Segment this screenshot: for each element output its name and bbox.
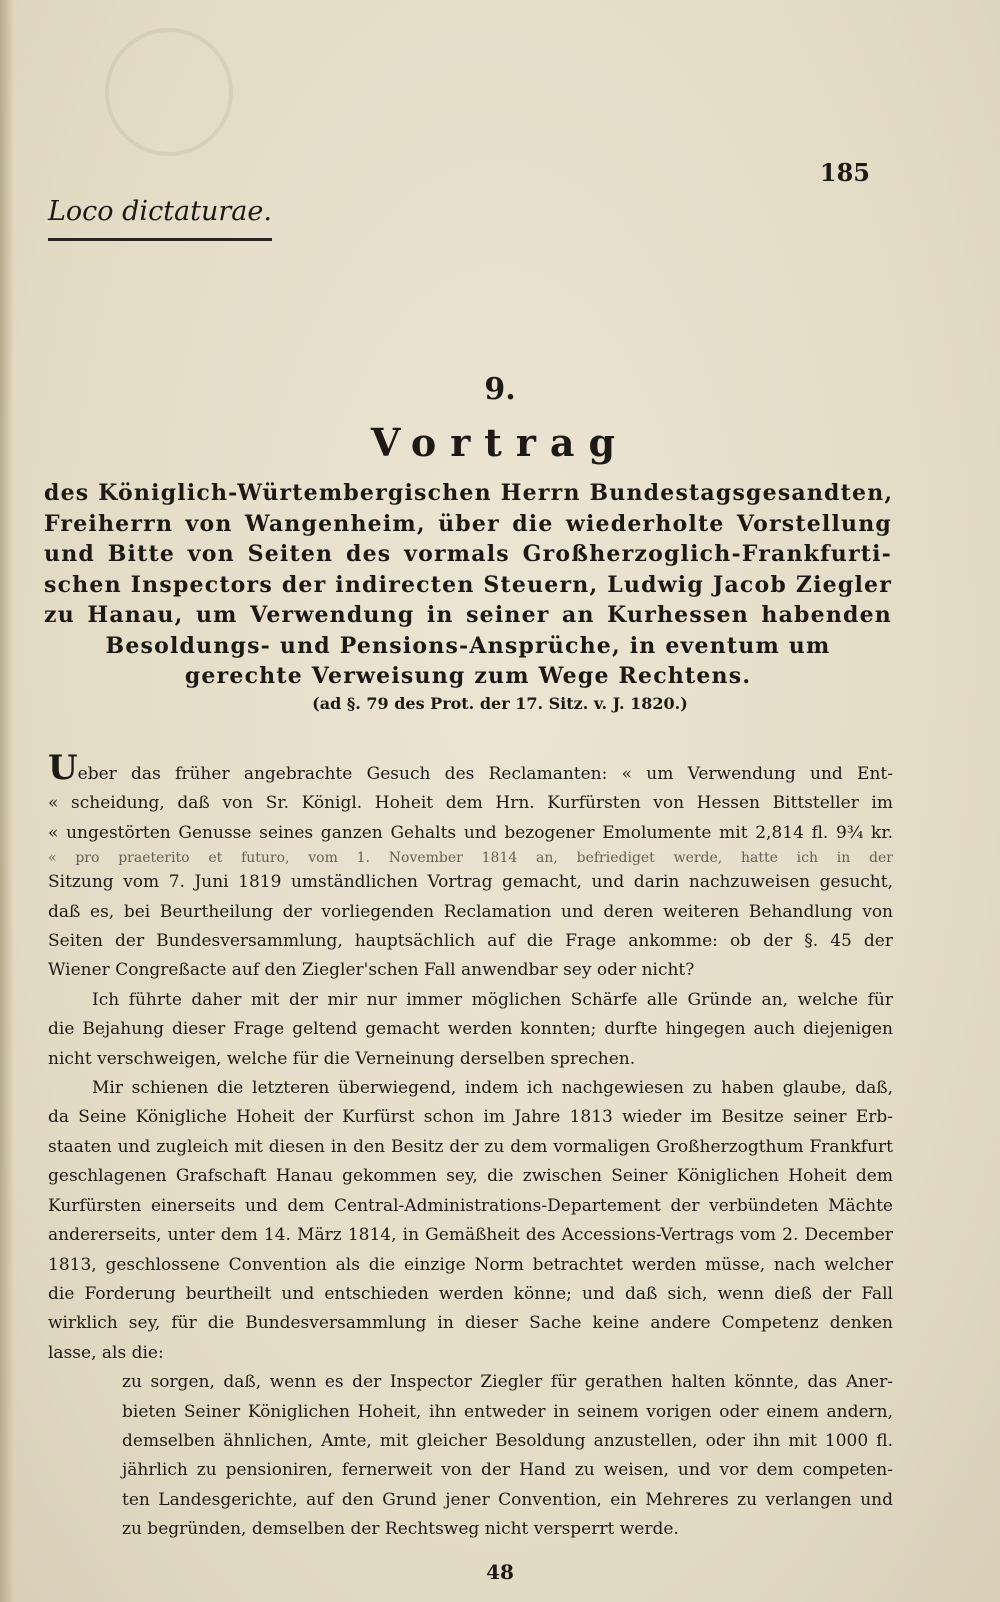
- quote-line: zu begründen, demselben der Rechtsweg nicht versperrt werde.: [122, 1519, 679, 1540]
- title-line: und Bitte von Seiten des vormals Großherzoglich-Frankfurti-: [44, 541, 892, 567]
- quote-line: ten Landesgerichte, auf den Grund jener Convention, ein Mehreres zu verlangen und: [122, 1489, 893, 1510]
- page-number: 185: [819, 158, 870, 187]
- paragraph-line: Seiten der Bundesversammlung, hauptsächlich auf die Frage ankomme: ob der §. 45 der: [48, 931, 893, 952]
- running-head-rule: [48, 238, 272, 241]
- title-line: schen Inspectors der indirecten Steuern, Ludwig Jacob Ziegler: [44, 571, 892, 598]
- paragraph-line-text: eber das früher angebrachte Gesuch des Reclamanten: « um Verwendung und Ent-: [77, 764, 893, 784]
- paragraph-line: « ungestörten Genusse seines ganzen Gehalts und bezogener Emolumente mit 2,814 fl. 9¾ kr.: [48, 822, 893, 843]
- library-stamp: [105, 28, 233, 156]
- paragraph-line: Sitzung vom 7. Juni 1819 umständlichen Vortrag gemacht, und darin nachzuweisen gesucht,: [48, 872, 893, 893]
- quote-line: bieten Seiner Königlichen Hoheit, ihn entweder in seinem vorigen oder einem andern,: [122, 1401, 893, 1422]
- paragraph-line: andererseits, unter dem 14. März 1814, in Gemäßheit des Accessions-Vertrags vom 2. December: [48, 1225, 893, 1246]
- quoted-block: [48, 1368, 893, 1544]
- paragraph-line: Mir schienen die letzteren überwiegend, indem ich nachgewiesen zu haben glaube, daß,: [92, 1078, 893, 1099]
- drop-cap: U: [48, 748, 78, 788]
- paragraph-line: Kurfürsten einerseits und dem Central-Administrations-Departement der verbündeten Mächte: [48, 1195, 893, 1216]
- paragraph-line: staaten und zugleich mit diesen in den Besitz der zu dem vormaligen Großherzogthum Frankfurt: [48, 1136, 893, 1157]
- title-line: Freiherrn von Wangenheim, über die wiederholte Vorstellung: [44, 510, 892, 537]
- paragraph-line: Ich führte daher mit der mir nur immer möglichen Schärfe alle Gründe an, welche für: [92, 989, 893, 1010]
- paragraph-line: « scheidung, daß von Sr. Königl. Hoheit dem Hrn. Kurfürsten von Hessen Bittsteller im: [48, 793, 893, 814]
- running-head: Loco dictaturae.: [48, 196, 272, 227]
- signature-mark: 48: [486, 1560, 514, 1584]
- quote-line: zu sorgen, daß, wenn es der Inspector Ziegler für gerathen halten könnte, das Aner-: [122, 1372, 893, 1393]
- paragraph-line: Wiener Congreßacte auf den Ziegler'schen Fall anwendbar sey oder nicht?: [48, 960, 695, 981]
- section-number: 9.: [484, 372, 516, 407]
- title-block: [44, 478, 892, 692]
- title-line: zu Hanau, um Verwendung in seiner an Kurhessen habenden: [44, 602, 892, 628]
- paragraph-line: da Seine Königliche Hoheit der Kurfürst schon im Jahre 1813 wieder im Besitze seiner Erb-: [48, 1107, 893, 1128]
- paragraph-line: 1813, geschlossene Convention als die einzige Norm betrachtet werden müsse, nach welcher: [48, 1254, 893, 1275]
- paragraph-line-faded: « pro praeterito et futuro, vom 1. November 1814 an, befriediget werde, hatte ich in der: [48, 850, 893, 867]
- paragraph-line: nicht verschweigen, welche für die Verneinung derselben sprechen.: [48, 1048, 636, 1069]
- heading: Vortrag: [370, 420, 630, 465]
- paragraph-line: die Bejahung dieser Frage geltend gemacht werden konnten; durfte hingegen auch diejenigen: [48, 1019, 893, 1040]
- paragraph-line: daß es, bei Beurtheilung der vorliegenden Reclamation und deren weiteren Behandlung von: [48, 901, 893, 922]
- paragraph-line: geschlagenen Grafschaft Hanau gekommen sey, die zwischen Seiner Königlichen Hoheit dem: [48, 1166, 893, 1187]
- quote-line: jährlich zu pensioniren, fernerweit von der Hand zu weisen, und vor dem competen-: [122, 1460, 893, 1481]
- quote-line: demselben ähnlichen, Amte, mit gleicher Besoldung anzustellen, oder ihn mit 1000 fl.: [122, 1430, 893, 1451]
- title-line: des Königlich-Würtembergischen Herrn Bundestagsgesandten,: [44, 480, 894, 506]
- body-text: [48, 748, 893, 1545]
- title-line: gerechte Verweisung zum Wege Rechtens.: [184, 663, 752, 689]
- paragraph-line: [48, 748, 893, 789]
- paragraph-line: lasse, als die:: [48, 1342, 164, 1363]
- title-line: Besoldungs- und Pensions-Ansprüche, in eventum um: [105, 632, 831, 659]
- page-edge-shadow: [0, 0, 14, 1602]
- paragraph-line: die Forderung beurtheilt und entschieden werden könne; und daß sich, wenn dieß der Fall: [48, 1283, 893, 1304]
- paragraph-line: wirklich sey, für die Bundesversammlung in dieser Sache keine andere Competenz denken: [48, 1313, 893, 1334]
- protocol-reference: (ad §. 79 des Prot. der 17. Sitz. v. J. 1820.): [312, 694, 688, 713]
